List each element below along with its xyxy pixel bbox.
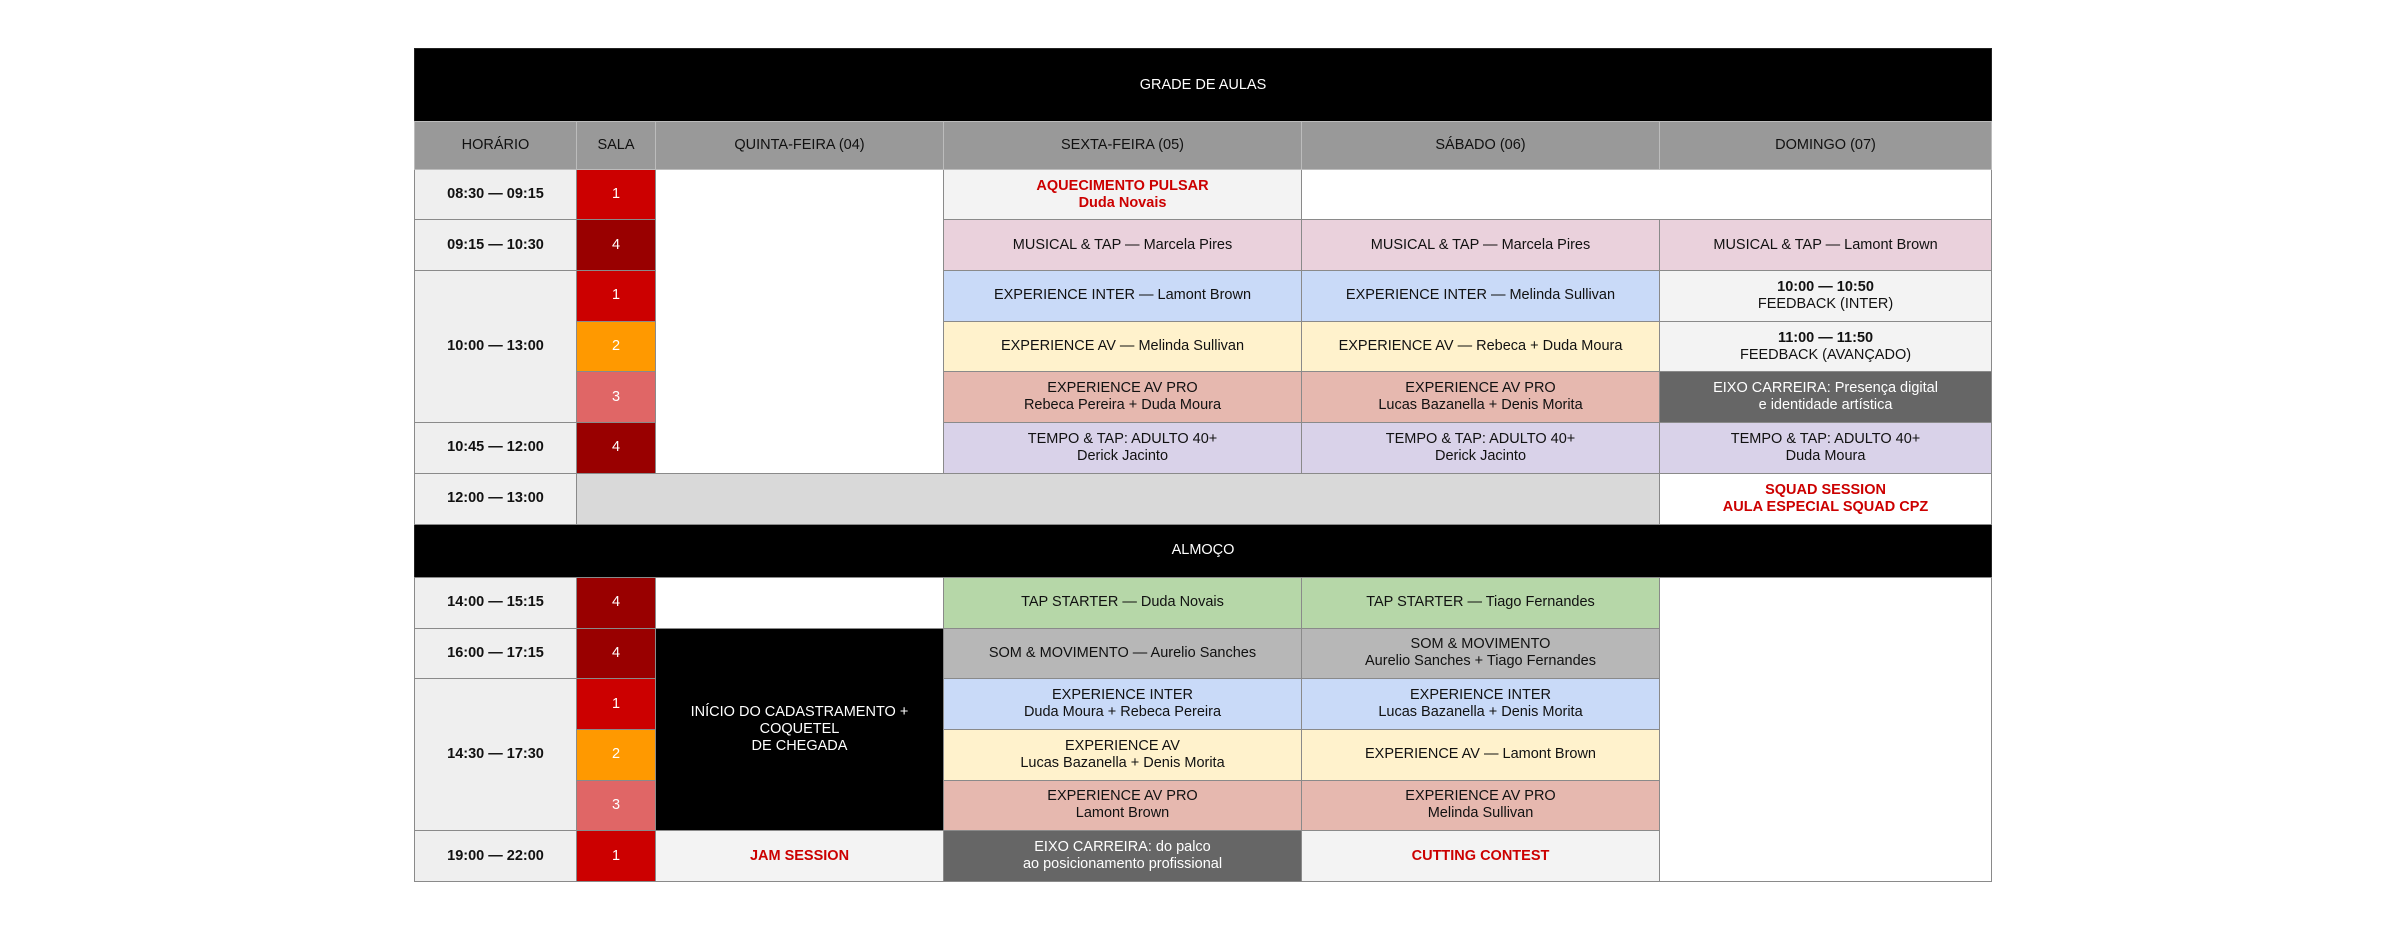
class-cell: EXPERIENCE AV — Lamont Brown bbox=[1302, 729, 1660, 780]
class-cell: 10:00 — 10:50 FEEDBACK (INTER) bbox=[1660, 271, 1992, 322]
time-slot: 14:00 — 15:15 bbox=[415, 577, 577, 628]
class-cell: SQUAD SESSION AULA ESPECIAL SQUAD CPZ bbox=[1660, 473, 1992, 524]
room-badge: 4 bbox=[577, 423, 656, 474]
class-cell: EXPERIENCE AV PRO Lucas Bazanella + Denis Morita bbox=[1302, 372, 1660, 423]
schedule-title: GRADE DE AULAS bbox=[415, 49, 1992, 122]
room-badge: 1 bbox=[577, 679, 656, 730]
room-badge: 1 bbox=[577, 831, 656, 882]
class-cell: TEMPO & TAP: ADULTO 40+ Derick Jacinto bbox=[1302, 423, 1660, 474]
class-cell: MUSICAL & TAP — Marcela Pires bbox=[1302, 220, 1660, 271]
class-cell: MUSICAL & TAP — Marcela Pires bbox=[944, 220, 1302, 271]
empty-cell bbox=[656, 169, 944, 473]
time-slot: 09:15 — 10:30 bbox=[415, 220, 577, 271]
class-cell: TAP STARTER — Duda Novais bbox=[944, 577, 1302, 628]
room-badge: 3 bbox=[577, 372, 656, 423]
time-slot: 10:45 — 12:00 bbox=[415, 423, 577, 474]
room-badge: 2 bbox=[577, 321, 656, 372]
header-sabado: SÁBADO (06) bbox=[1302, 122, 1660, 169]
time-slot: 10:00 — 13:00 bbox=[415, 271, 577, 423]
empty-cell bbox=[1302, 169, 1992, 220]
header-quinta: QUINTA-FEIRA (04) bbox=[656, 122, 944, 169]
class-cell: TEMPO & TAP: ADULTO 40+ Derick Jacinto bbox=[944, 423, 1302, 474]
room-badge: 3 bbox=[577, 780, 656, 831]
class-cell: EXPERIENCE AV — Melinda Sullivan bbox=[944, 321, 1302, 372]
class-cell: TAP STARTER — Tiago Fernandes bbox=[1302, 577, 1660, 628]
class-cell: EXPERIENCE AV PRO Rebeca Pereira + Duda Moura bbox=[944, 372, 1302, 423]
class-cell: CUTTING CONTEST bbox=[1302, 831, 1660, 882]
class-cell: EXPERIENCE AV — Rebeca + Duda Moura bbox=[1302, 321, 1660, 372]
header-horario: HORÁRIO bbox=[415, 122, 577, 169]
room-badge: 1 bbox=[577, 169, 656, 220]
class-cell: JAM SESSION bbox=[656, 831, 944, 882]
room-badge: 4 bbox=[577, 220, 656, 271]
class-cell: EXPERIENCE INTER — Lamont Brown bbox=[944, 271, 1302, 322]
empty-cell bbox=[1660, 577, 1992, 881]
class-cell: SOM & MOVIMENTO — Aurelio Sanches bbox=[944, 628, 1302, 679]
room-badge: 4 bbox=[577, 628, 656, 679]
time-slot: 16:00 — 17:15 bbox=[415, 628, 577, 679]
time-slot: 14:30 — 17:30 bbox=[415, 679, 577, 831]
class-cell: EIXO CARREIRA: Presença digital e identidade artística bbox=[1660, 372, 1992, 423]
room-badge: 2 bbox=[577, 729, 656, 780]
class-cell: EXPERIENCE INTER Duda Moura + Rebeca Pereira bbox=[944, 679, 1302, 730]
class-cell: INÍCIO DO CADASTRAMENTO + COQUETEL DE CHEGADA bbox=[656, 628, 944, 831]
room-badge: 1 bbox=[577, 271, 656, 322]
lunch-banner: ALMOÇO bbox=[415, 524, 1992, 577]
header-sala: SALA bbox=[577, 122, 656, 169]
class-cell: EXPERIENCE AV Lucas Bazanella + Denis Morita bbox=[944, 729, 1302, 780]
room-badge: 4 bbox=[577, 577, 656, 628]
class-cell: EIXO CARREIRA: do palco ao posicionamento profissional bbox=[944, 831, 1302, 882]
class-cell: AQUECIMENTO PULSAR Duda Novais bbox=[944, 169, 1302, 220]
class-cell: EXPERIENCE AV PRO Melinda Sullivan bbox=[1302, 780, 1660, 831]
class-cell: SOM & MOVIMENTO Aurelio Sanches + Tiago Fernandes bbox=[1302, 628, 1660, 679]
class-cell: TEMPO & TAP: ADULTO 40+ Duda Moura bbox=[1660, 423, 1992, 474]
empty-cell bbox=[656, 577, 944, 628]
class-cell: EXPERIENCE AV PRO Lamont Brown bbox=[944, 780, 1302, 831]
class-cell: EXPERIENCE INTER Lucas Bazanella + Denis Morita bbox=[1302, 679, 1660, 730]
header-domingo: DOMINGO (07) bbox=[1660, 122, 1992, 169]
time-slot: 08:30 — 09:15 bbox=[415, 169, 577, 220]
schedule-table bbox=[414, 48, 1992, 882]
class-cell: MUSICAL & TAP — Lamont Brown bbox=[1660, 220, 1992, 271]
time-slot: 19:00 — 22:00 bbox=[415, 831, 577, 882]
empty-cell bbox=[577, 473, 1660, 524]
time-slot: 12:00 — 13:00 bbox=[415, 473, 577, 524]
class-cell: 11:00 — 11:50 FEEDBACK (AVANÇADO) bbox=[1660, 321, 1992, 372]
class-cell: EXPERIENCE INTER — Melinda Sullivan bbox=[1302, 271, 1660, 322]
header-sexta: SEXTA-FEIRA (05) bbox=[944, 122, 1302, 169]
